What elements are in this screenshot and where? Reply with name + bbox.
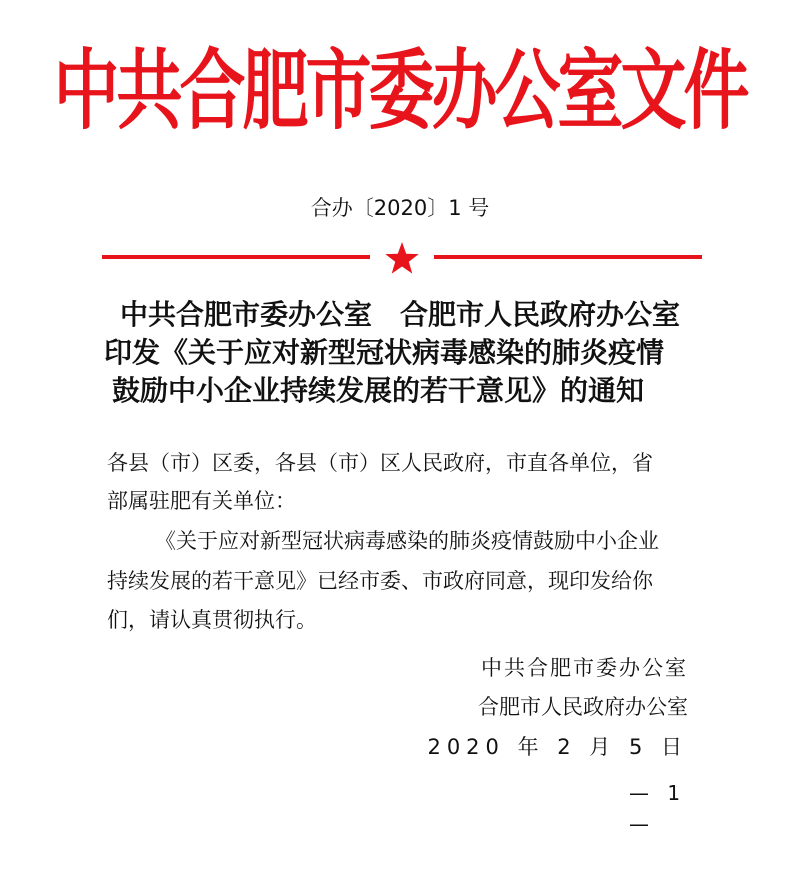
title-line-2: 印发《关于应对新型冠状病毒感染的肺炎疫情	[104, 336, 665, 369]
page-number: — 1 —	[629, 781, 687, 836]
signature-org-2: 合肥市人民政府办公室	[478, 695, 688, 719]
recipients-line-2: 部属驻肥有关单位：	[107, 489, 296, 513]
title-line-3: 鼓励中小企业持续发展的若干意见》的通知	[112, 374, 645, 407]
paragraph-line-1: 《关于应对新型冠状病毒感染的肺炎疫情鼓励中小企业	[155, 529, 659, 553]
document-number: 合办〔2020〕1 号	[310, 196, 490, 220]
red-divider	[102, 240, 702, 276]
paragraph-line-2: 持续发展的若干意见》已经市委、市政府同意，现印发给你	[107, 569, 653, 593]
title-line-1: 中共合肥市委办公室 合肥市人民政府办公室	[120, 298, 681, 331]
star-icon	[385, 242, 418, 274]
signature-date: 2020 年 2 月 5 日	[427, 735, 688, 759]
signature-org-1: 中共合肥市委办公室	[481, 656, 688, 680]
recipients-line-1: 各县（市）区委，各县（市）区人民政府，市直各单位，省	[107, 451, 653, 475]
masthead-title: 中共合肥市委办公室文件	[53, 40, 747, 142]
paragraph-line-3: 们，请认真贯彻执行。	[107, 608, 317, 632]
